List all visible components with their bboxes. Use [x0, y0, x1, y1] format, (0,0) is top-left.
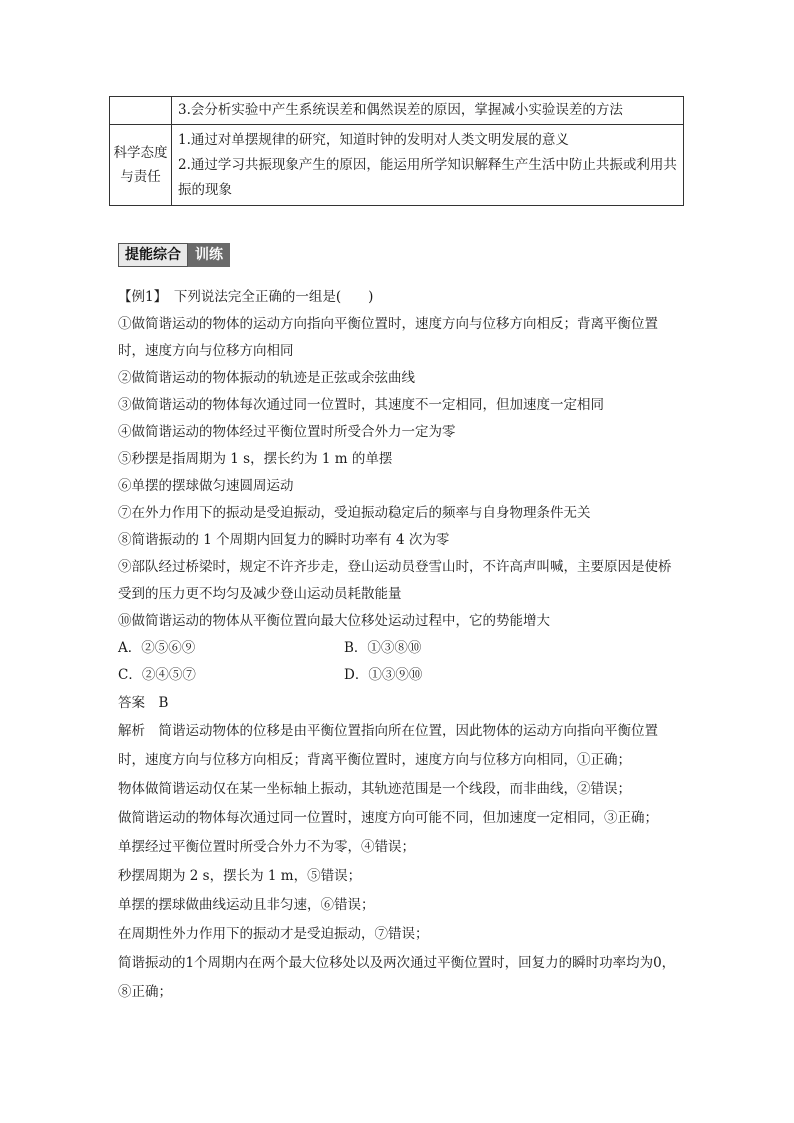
table-cell	[172, 125, 684, 206]
statement-item: ⑩做简谐运动的物体从平衡位置向最大位移处运动过程中，它的势能增大	[118, 613, 550, 629]
objective-item: 2.通过学习共振现象产生的原因，能运用所学知识解释生产生活中防止共振或利用共振的现象	[178, 156, 677, 198]
table-row	[110, 97, 684, 125]
option-c: C．②④⑤⑦	[118, 667, 196, 683]
example-heading: 【例1】 下列说法完全正确的一组是( )	[118, 289, 374, 305]
explanation-line: 在周期性外力作用下的振动才是受迫振动，⑦错误；	[118, 926, 429, 942]
explanation-block	[118, 717, 684, 1007]
statement-item: ⑥单摆的摆球做匀速圆周运动	[118, 478, 294, 494]
explanation-line: 秒摆周期为 2 s，摆长为 1 m，⑤错误；	[118, 868, 362, 884]
table-row	[110, 125, 684, 206]
option-b: B．①③⑧⑩	[344, 640, 422, 656]
explanation-line: 物体做简谐运动仅在某一坐标轴上振动，其轨迹范围是一个线段，而非曲线，②错误；	[118, 781, 631, 797]
statement-item: ⑤秒摆是指周期为 1 s，摆长约为 1 m 的单摆	[118, 451, 393, 467]
objective-item: 1.通过对单摆规律的研究，知道时钟的发明对人类文明发展的意义	[178, 131, 569, 148]
section-heading-bar	[118, 243, 230, 267]
section-heading-main: 提能综合	[118, 243, 188, 267]
explanation-line: 单摆经过平衡位置时所受合外力不为零，④错误；	[118, 839, 415, 855]
example-block	[118, 284, 684, 1007]
row-label-line: 与责任	[120, 169, 161, 185]
statement-item: ⑨部队经过桥梁时，规定不许齐步走，登山运动员登雪山时，不许高声叫喊，主要原因是使桥受到的压力更不均匀及减少登山运动员耗散能量	[118, 559, 672, 602]
table-cell-empty	[110, 97, 172, 125]
explanation-line: 单摆的摆球做曲线运动且非匀速，⑥错误；	[118, 897, 375, 913]
row-label-line: 科学态度	[113, 145, 168, 161]
statement-item: ③做简谐运动的物体每次通过同一位置时，其速度不一定相同，但加速度一定相同	[118, 397, 604, 413]
option-a: A．②⑤⑥⑨	[118, 640, 196, 656]
explanation-line: 解析 简谐运动物体的位移是由平衡位置指向所在位置，因此物体的运动方向指向平衡位置时，速度方向与位移方向相反；背离平衡位置时，速度方向与位移方向相同，①正确；	[118, 723, 658, 768]
answer-line: 答案 B	[118, 695, 169, 711]
statement-item: ①做简谐运动的物体的运动方向指向平衡位置时，速度方向与位移方向相反；背离平衡位置时，速度方向与位移方向相同	[118, 316, 658, 359]
statement-item: ④做简谐运动的物体经过平衡位置时所受合外力一定为零	[118, 424, 456, 440]
statement-item: ⑧简谐振动的 1 个周期内回复力的瞬时功率有 4 次为零	[118, 532, 450, 548]
table-row-label	[110, 125, 172, 206]
options-row	[118, 635, 684, 662]
options-row	[118, 662, 684, 689]
table-cell: 3.会分析实验中产生系统误差和偶然误差的原因，掌握减小实验误差的方法	[172, 97, 684, 125]
statement-item: ⑦在外力作用下的振动是受迫振动，受迫振动稳定后的频率与自身物理条件无关	[118, 505, 591, 521]
statement-item: ②做简谐运动的物体振动的轨迹是正弦或余弦曲线	[118, 370, 415, 386]
explanation-line: 简谐振动的1个周期内在两个最大位移处以及两次通过平衡位置时，回复力的瞬时功率均为0，⑧正确；	[118, 955, 676, 1000]
objectives-table	[109, 96, 684, 206]
section-heading-tag: 训练	[188, 243, 230, 267]
explanation-line: 做简谐运动的物体每次通过同一位置时，速度方向可能不同，但加速度一定相同，③正确；	[118, 810, 658, 826]
option-d: D．①③⑨⑩	[344, 667, 423, 683]
